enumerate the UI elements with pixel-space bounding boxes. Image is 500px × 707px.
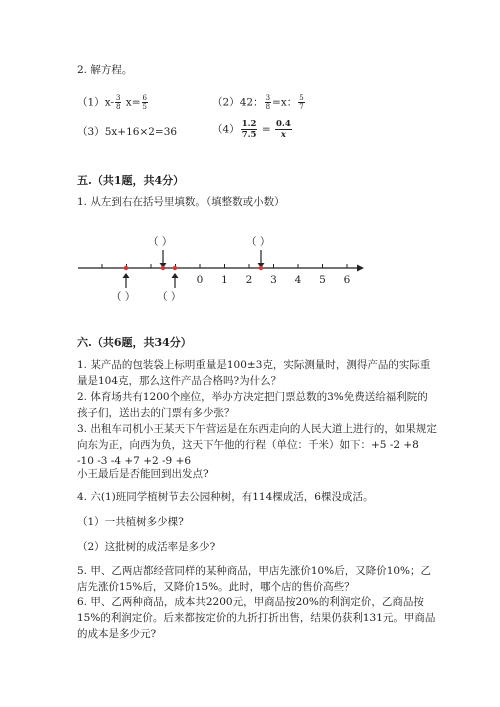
arrowhead-up-right-icon	[172, 273, 179, 278]
bracket-top-left: （ ）	[148, 236, 173, 248]
tick-label-1: 1	[221, 274, 228, 286]
tick-label-3: 3	[270, 274, 277, 286]
section-6-q3: 3. 出租车司机小王某天下午营运是在东西走向的人民大道上进行的，如果规定向东为正，向西为负，这天下午他的行程（单位：千米）如下：+5 -2 +8 -10 -3 -4 +7 +2 -9 +6	[77, 423, 437, 467]
number-line	[70, 228, 370, 308]
axis-arrow-icon	[357, 265, 364, 272]
tick-label-4: 4	[294, 274, 302, 286]
tick-label-6: 6	[343, 274, 351, 286]
marked-point-3	[173, 266, 177, 270]
section-5-title: 五.（共1题，共4分）	[77, 174, 185, 187]
equation-1: （1）x- $\frac{3}{8}$ x= $\frac{6}{5}$	[77, 94, 147, 111]
equation-2: （2）42： $\frac{3}{8}$ =x： $\frac{5}{7}$	[212, 94, 304, 111]
arrowhead-up-left-icon	[123, 273, 130, 278]
section-6-title: 六.（共6题，共34分）	[77, 336, 192, 349]
tick-label-2: 2	[245, 274, 253, 286]
marked-point-4	[259, 266, 263, 270]
tick-label-0: 0	[196, 274, 204, 286]
section-6-q6: 6. 甲、乙两种商品，成本共2200元，甲商品按20%的利润定价，乙商品按15%的利润定价。后来都按定价的九折打折出售，结果仍获利131元。甲商品的成本是多少元?	[77, 596, 436, 640]
section-6-q5: 5. 甲、乙两店都经营同样的某种商品，甲店先涨价10%后，又降价10%；乙店先涨价15%后，又降价15%。此时，哪个店的售价高些？	[77, 565, 432, 593]
bracket-bottom-left: （ ）	[111, 291, 136, 303]
section-5-q1: 1. 从左到右在括号里填数。（填整数或小数）	[77, 196, 285, 208]
marked-point-1	[124, 266, 128, 270]
section-6-q4-part2: （2）这批树的成活率是多少?	[77, 541, 216, 553]
section-6-q4-part1: （1）一共植树多少棵?	[77, 516, 184, 528]
axis-tick-labels	[197, 274, 351, 286]
section-6-q2: 2. 体育场共有1200个座位，举办方决定把门票总数的3%免费送给福利院的孩子们，送出去的门票有多少张？	[77, 391, 428, 419]
marked-point-2	[161, 266, 165, 270]
bracket-top-right: （ ）	[246, 236, 271, 248]
axis-ticks	[102, 264, 370, 268]
section-6-q3-question: 小王最后是否能回到出发点?	[77, 468, 209, 480]
section-6-q1: 1. 某产品的包装袋上标明重量是100±3克，实际测量时，测得产品的实际重量是104克，那么这件产品合格吗?为什么？	[77, 359, 431, 387]
section-6-q4: 4. 六(1)班同学植树节去公园种树，有114棵成活，6棵没成活。	[77, 491, 374, 503]
tick-label-5: 5	[319, 274, 326, 286]
solve-title: 2. 解方程。	[77, 64, 133, 76]
bracket-bottom-right: （ ）	[157, 291, 182, 303]
equation-3: （3）5x+16×2=36	[77, 126, 178, 138]
equation-4: （4） $\frac{1.2}{7.5}$ = $\frac{0.4}{x}$	[212, 119, 291, 140]
